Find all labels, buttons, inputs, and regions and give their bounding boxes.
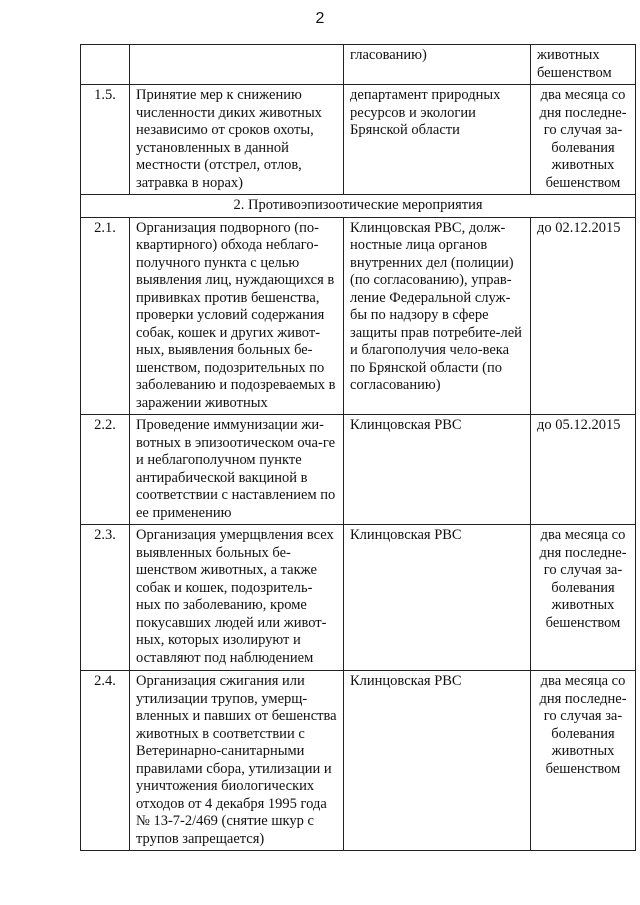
action-cell: Организация умерщвления всех выявленных больных бе-шенством животных, а также собак и кошек, подозритель-ных по заболеванию, кроме покусавших людей или живот-ных, которых изолируют и оставляют под наблюдением [130,525,344,671]
executor-cell: Клинцовская РВС [344,525,531,671]
deadline-cell: два месяца со дня последне-го случая за-болевания животных бешенством [531,671,636,851]
action-cell: Организация подворного (по-квартирного) обхода неблаго-получного пункта с целью выявления лиц, нуждающихся в прививках против бешенства, проверки условий содержания собак, кошек и других живот-ных, выявления больных бе-шенством, подозрительных по заболеванию и подозреваемых в заражении животных [130,217,344,415]
table-row [81,671,636,851]
page-number: 2 [315,10,325,27]
table-row [81,217,636,415]
action-cell: Проведение иммунизации жи-вотных в эпизоотическом оча-ге и неблагополучном пункте антирабической вакциной в соответствии с наставлением по ее применению [130,415,344,525]
table-row [81,45,636,85]
deadline-cell: два месяца со дня последне-го случая за-болевания животных бешенством [531,525,636,671]
measures-table [80,44,636,851]
action-cell: Принятие мер к снижению численности диких животных независимо от сроков охоты, установленных в данной местности (отстрел, отлов, затравка в норах) [130,85,344,195]
num-cell: 2.3. [81,525,130,671]
num-cell: 2.4. [81,671,130,851]
action-cell: Организация сжигания или утилизации трупов, умерщ-вленных и павших от бешенства животных в соответствии с Ветеринарно-санитарными правилами сбора, утилизации и уничтожения биологических отходов от 4 декабря 1995 года № 13-7-2/469 (снятие шкур с трупов запрещается) [130,671,344,851]
executor-cell: Клинцовская РВС, долж-ностные лица органов внутренних дел (полиции) (по согласованию), управ-ление Федеральной служ-бы по надзору в сфере защиты прав потребите-лей и благополучия чело-века по Брянской области (по согласованию) [344,217,531,415]
deadline-cell: два месяца со дня последне-го случая за-болевания животных бешенством [531,85,636,195]
table-row [81,525,636,671]
section-title: 2. Противоэпизоотические мероприятия [81,195,636,218]
num-cell: 1.5. [81,85,130,195]
num-cell: 2.2. [81,415,130,525]
num-cell [81,45,130,85]
table-row [81,85,636,195]
section-header-row [81,195,636,218]
executor-cell: Клинцовская РВС [344,671,531,851]
table-row [81,415,636,525]
executor-cell: департамент природных ресурсов и экологии Брянской области [344,85,531,195]
action-cell [130,45,344,85]
deadline-cell: до 02.12.2015 [531,217,636,415]
num-cell: 2.1. [81,217,130,415]
executor-cell: гласованию) [344,45,531,85]
deadline-cell: до 05.12.2015 [531,415,636,525]
deadline-cell: животных бешенством [531,45,636,85]
executor-cell: Клинцовская РВС [344,415,531,525]
